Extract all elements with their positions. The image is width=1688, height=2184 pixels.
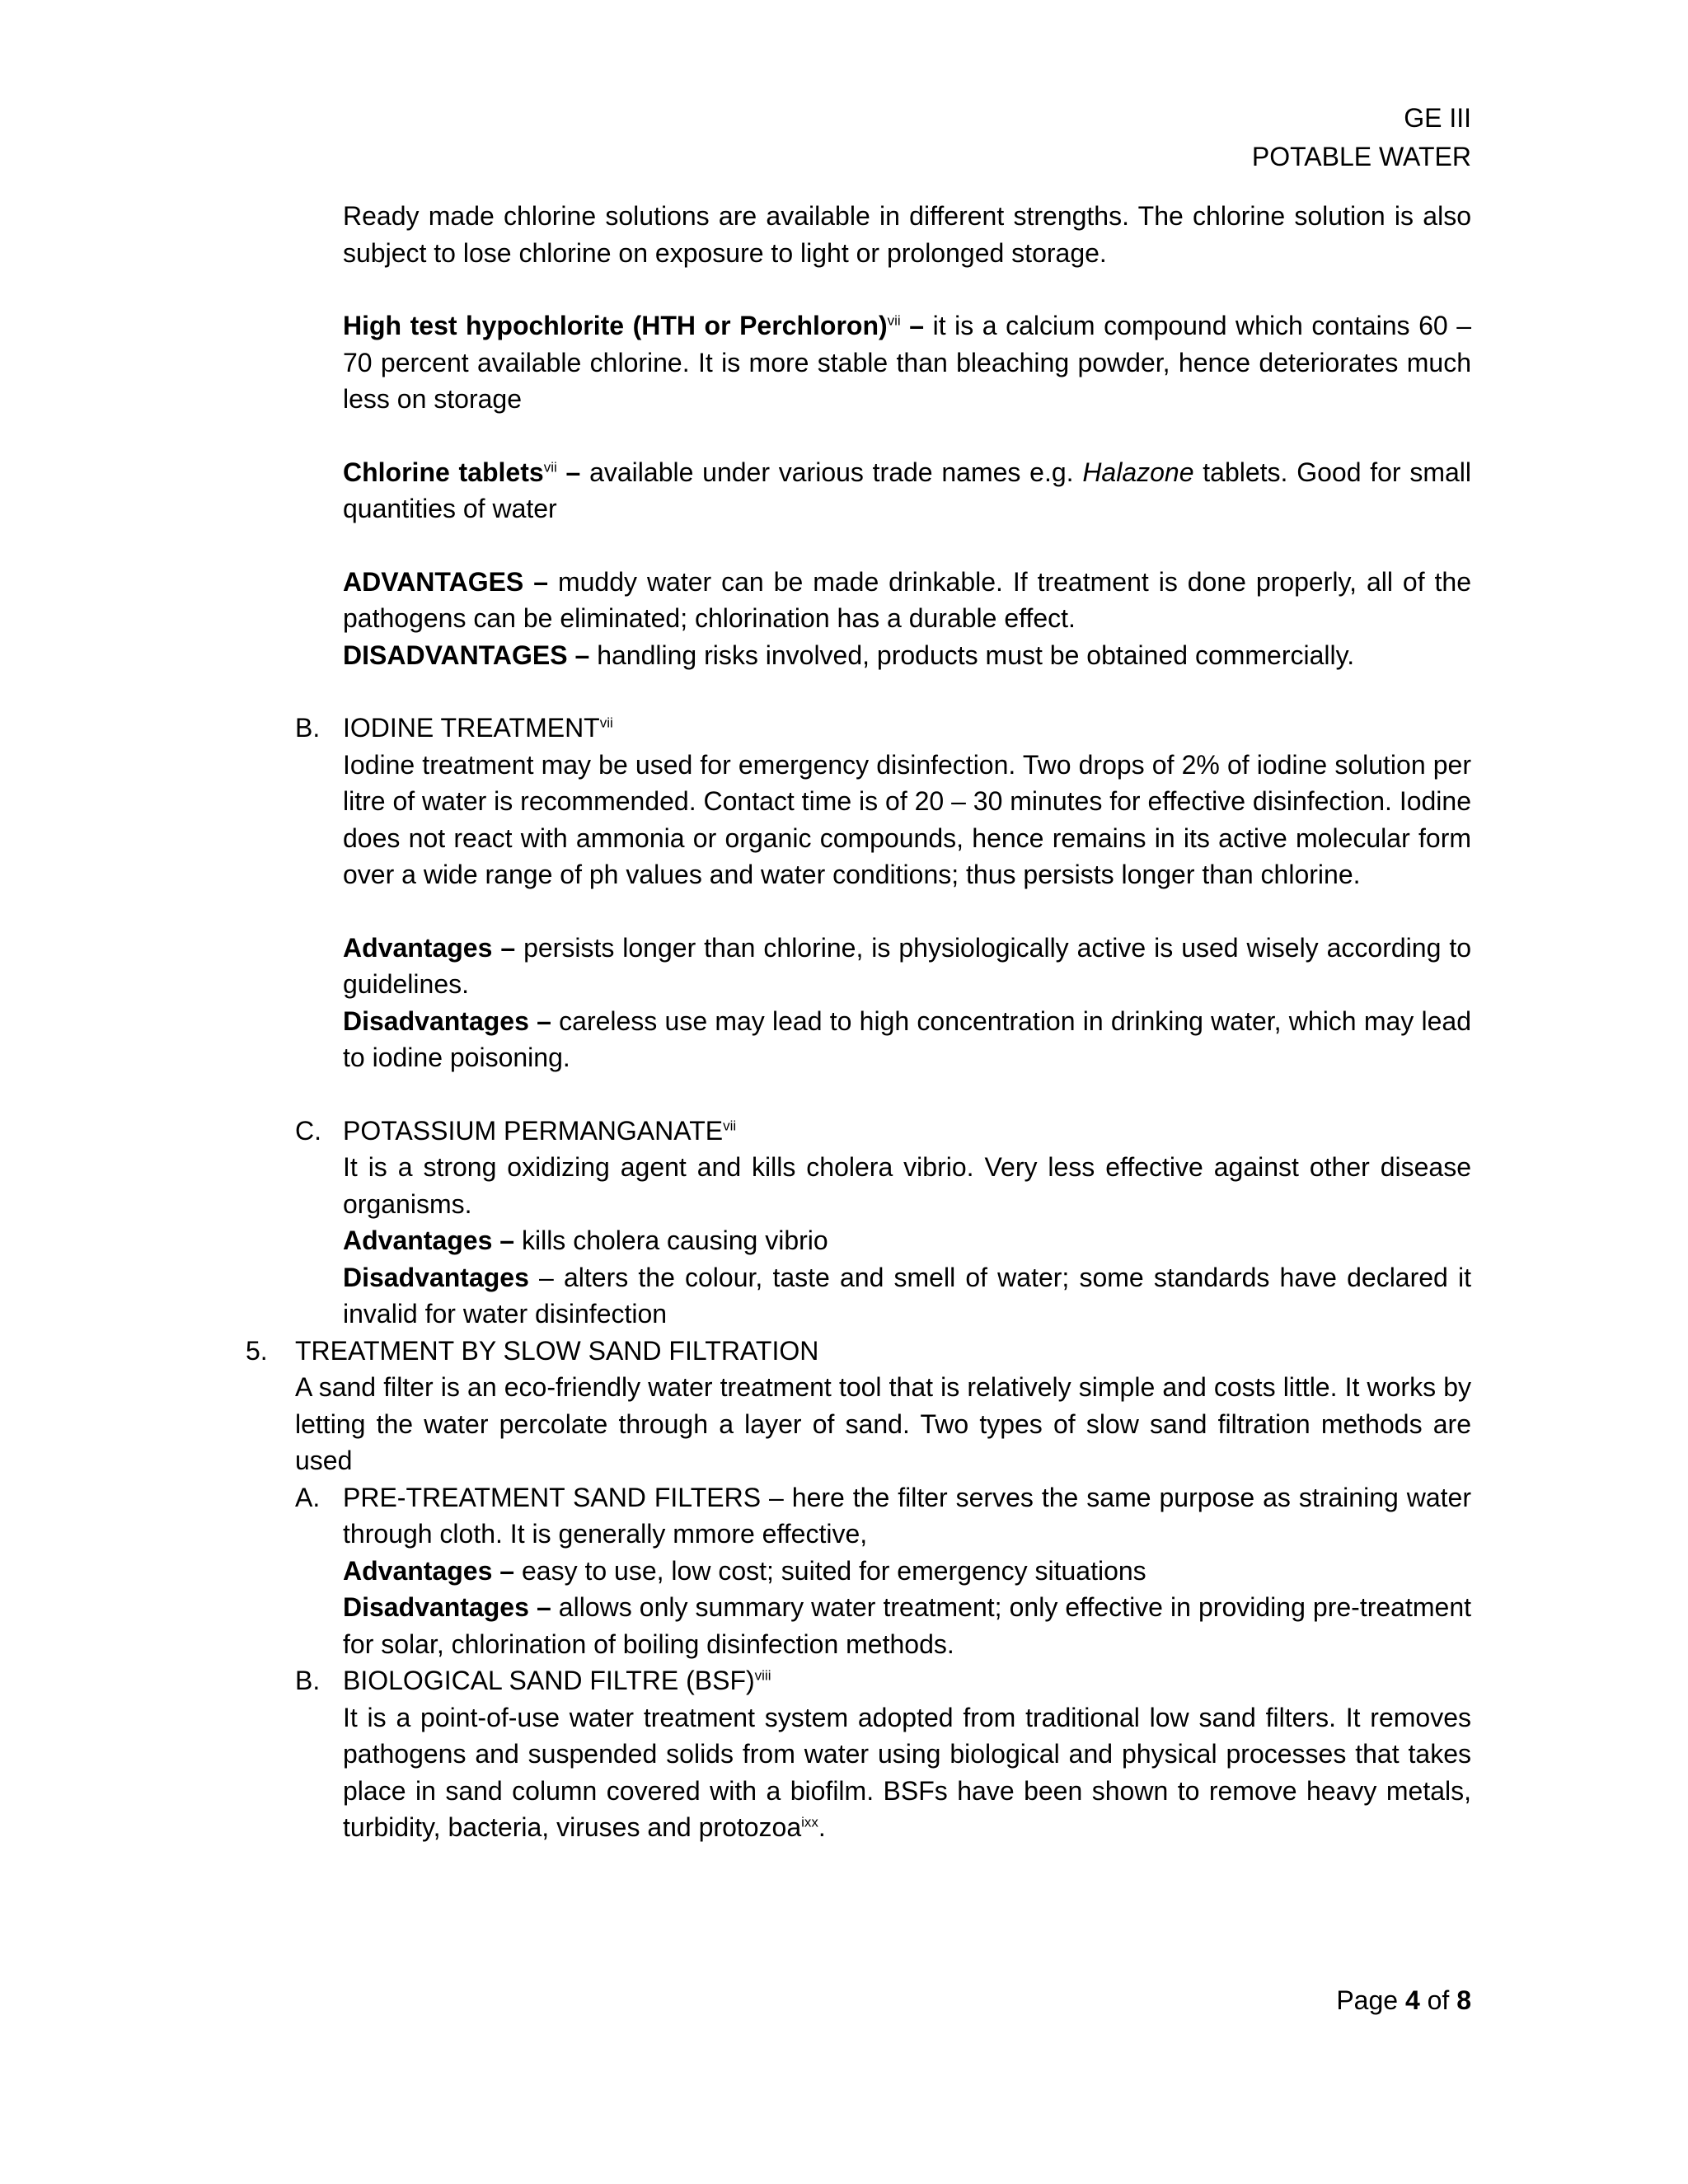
tablets-paragraph: [343, 454, 1471, 527]
tablets-dash: –: [556, 457, 590, 487]
bsf-marker: B.: [295, 1666, 321, 1695]
hth-ref: vii: [887, 312, 901, 329]
hth-paragraph: [343, 307, 1471, 418]
iodine-adv-text: persists longer than chlorine, is physiologically active is used wisely according to guidelines.: [343, 932, 1472, 999]
potassium-dis-label: Disadvantages: [343, 1262, 529, 1292]
potassium-title-text: POTASSIUM PERMANGANATE: [343, 1115, 724, 1146]
bsf-section: [295, 1662, 1471, 1846]
potassium-title: [343, 1113, 1471, 1150]
chlorine-disadvantages: [343, 637, 1471, 674]
sand-marker: 5.: [246, 1335, 268, 1366]
bsf-text: [343, 1699, 1471, 1846]
iodine-dis-text: careless use may lead to high concentration in drinking water, which may lead to iodine poisoning.: [343, 1005, 1472, 1072]
chlorine-advantages: [343, 564, 1471, 637]
body-content: [246, 198, 1471, 1846]
potassium-adv-text: kills cholera causing vibrio: [521, 1226, 828, 1255]
potassium-ref: vii: [723, 1117, 737, 1133]
iodine-section: [295, 710, 1472, 1076]
pretreatment-advantages: [343, 1553, 1471, 1590]
sand-text: A sand filter is an eco-friendly water treatment tool that is relatively simple and costs little. It works by letting the water percolate through a layer of sand. Two types of slow sand filtration methods are used: [295, 1372, 1471, 1475]
page-header: [1252, 99, 1471, 176]
potassium-disadvantages: [343, 1259, 1471, 1333]
footer-page-num: 4: [1404, 1985, 1420, 2015]
bsf-title-text: BIOLOGICAL SAND FILTRE (BSF): [343, 1666, 755, 1695]
bsf-ref: viii: [754, 1667, 771, 1684]
pretreatment-disadvantages: [343, 1589, 1471, 1662]
footer-of-word: of: [1419, 1985, 1457, 2015]
iodine-marker: B.: [295, 713, 321, 743]
tablets-italic: Halazone: [1082, 457, 1194, 487]
pretreatment-dis-text: allows only summary water treatment; only effective in providing pre-treatment for solar, chlorination of boiling disinfection methods.: [343, 1592, 1471, 1659]
bsf-title: [343, 1662, 1471, 1699]
iodine-disadvantages: [343, 1003, 1471, 1076]
bsf-ref2: ixx: [801, 1814, 818, 1830]
chlorine-adv-text: muddy water can be made drinkable. If treatment is done properly, all of the pathogens can be eliminated; chlorination has a durable effect.: [343, 566, 1472, 633]
iodine-dis-label: Disadvantages –: [343, 1005, 560, 1036]
pretreatment-section: [295, 1479, 1471, 1663]
bsf-body: It is a point-of-use water treatment system adopted from traditional low sand filters. It removes pathogens and suspended solids from water using biological and physical processes that takes place in sand column covered with a biofilm. BSFs have been shown to remove heavy metals, turbidity, bacteria, viruses and protozoa: [343, 1702, 1471, 1842]
iodine-adv-label: Advantages –: [343, 932, 524, 963]
chlorine-dis-text: handling risks involved, products must be obtained commercially.: [597, 640, 1355, 670]
potassium-adv-label: Advantages –: [343, 1226, 522, 1255]
iodine-text: Iodine treatment may be used for emergency disinfection. Two drops of 2% of iodine solution per litre of water is recommended. Contact time is of 20 – 30 minutes for effective disinfection. Iodine does not react with ammonia or organic compounds, hence remains in its active molecular form over a wide range of ph values and water conditions; thus persists longer than chlorine.: [343, 749, 1471, 889]
chlorine-adv-label: ADVANTAGES –: [343, 566, 558, 597]
sand-section: [246, 1333, 1471, 1479]
chlorine-dis-label: DISADVANTAGES –: [343, 640, 598, 670]
header-topic: POTABLE WATER: [1251, 142, 1471, 171]
page-footer: [1336, 1982, 1471, 2018]
hth-text: it is a calcium compound which contains 60 – 70 percent available chlorine. It is more stable than bleaching powder, hence deteriorates much less on storage: [343, 311, 1472, 414]
bsf-end: .: [818, 1812, 826, 1842]
iodine-ref: vii: [599, 715, 613, 731]
hth-dash: –: [900, 311, 933, 340]
pretreatment-text: PRE-TREATMENT SAND FILTERS – here the filter serves the same purpose as straining water through cloth. It is generally mmore effective,: [343, 1482, 1471, 1549]
tablets-term: Chlorine tablets: [343, 457, 544, 487]
potassium-advantages: [343, 1222, 1471, 1259]
potassium-section: [295, 1113, 1471, 1333]
footer-total: 8: [1456, 1985, 1471, 2015]
iodine-advantages: [343, 930, 1471, 1003]
potassium-dis-text: – alters the colour, taste and smell of water; some standards have declared it invalid for water disinfection: [343, 1262, 1471, 1329]
iodine-title-text: IODINE TREATMENT: [343, 713, 600, 743]
iodine-title: [343, 710, 1471, 747]
potassium-text: It is a strong oxidizing agent and kills cholera vibrio. Very less effective against other disease organisms.: [343, 1152, 1471, 1219]
pretreatment-dis-label: Disadvantages –: [343, 1592, 559, 1622]
tablets-text-after: tablets. Good for small quantities of water: [343, 457, 1472, 523]
pretreatment-adv-label: Advantages –: [343, 1555, 522, 1586]
pretreatment-marker: A.: [295, 1482, 321, 1512]
header-course: GE III: [1404, 103, 1471, 133]
pretreatment-adv-text: easy to use, low cost; suited for emergency situations: [521, 1555, 1146, 1586]
tablets-text-before: available under various trade names e.g.: [589, 457, 1083, 487]
potassium-marker: C.: [295, 1115, 321, 1146]
sand-title: TREATMENT BY SLOW SAND FILTRATION: [295, 1335, 819, 1366]
footer-page-word: Page: [1336, 1985, 1405, 2015]
hth-term: High test hypochlorite (HTH or Perchloron): [343, 311, 888, 340]
tablets-ref: vii: [543, 458, 557, 475]
chlorine-solutions-paragraph: Ready made chlorine solutions are available in different strengths. The chlorine solution is also subject to lose chlorine on exposure to light or prolonged storage.: [343, 201, 1471, 268]
